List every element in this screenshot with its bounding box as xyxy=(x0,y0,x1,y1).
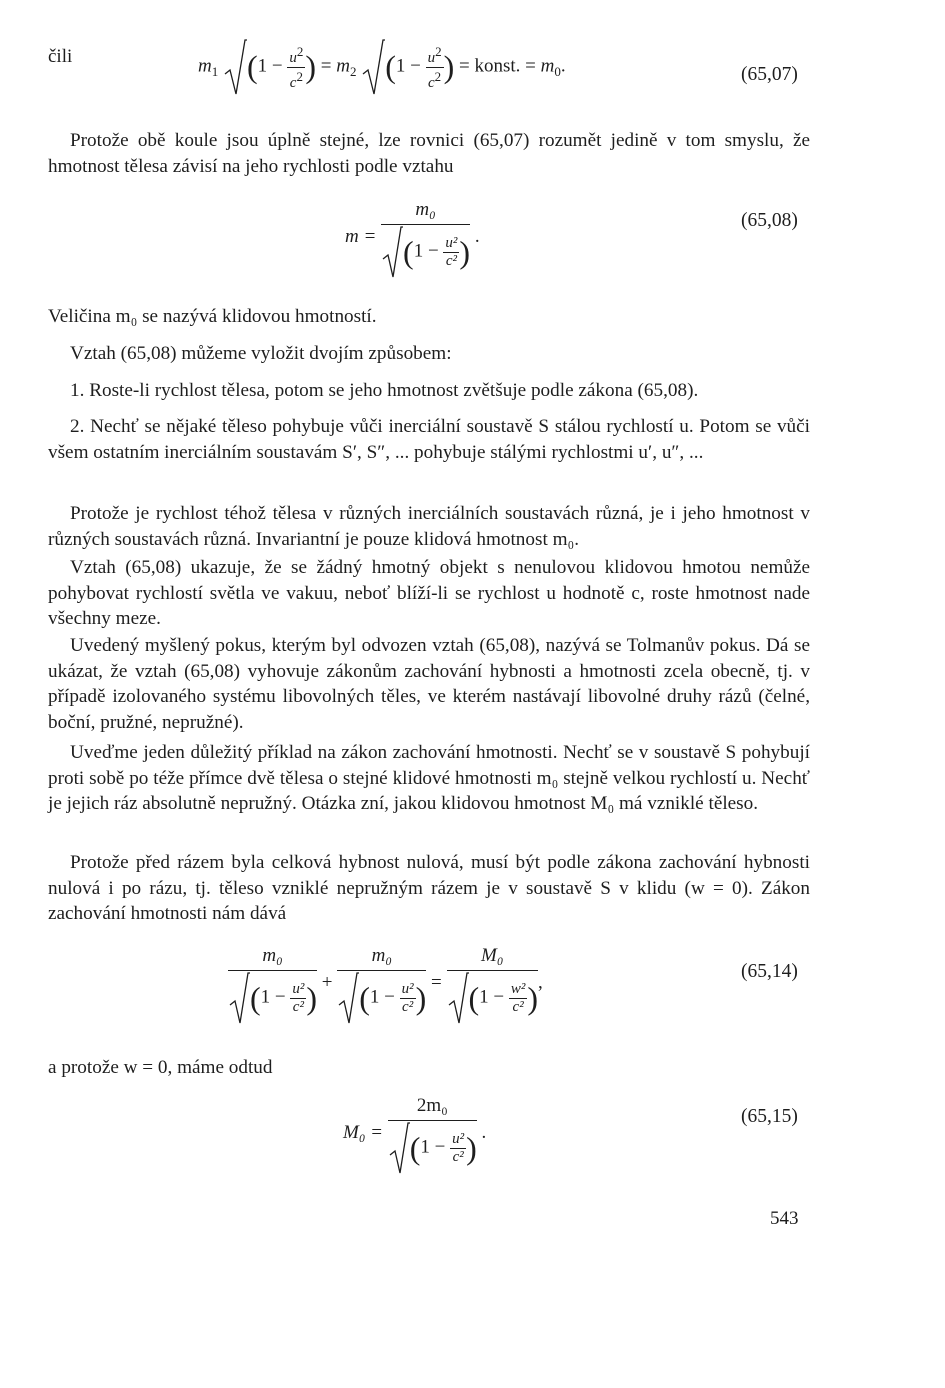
paren: ( xyxy=(468,980,480,1016)
fraction-denominator xyxy=(228,971,317,1025)
equation-65-07 xyxy=(198,38,566,96)
eq-one: 1 − xyxy=(260,986,286,1008)
paragraph: Veličina m₀ se nazývá klidovou hmotností. xyxy=(48,306,377,327)
fraction xyxy=(509,981,528,1016)
paren: ) xyxy=(415,980,427,1016)
eq-symbol: u² xyxy=(452,1130,465,1147)
fraction xyxy=(228,942,317,1025)
fraction xyxy=(381,196,470,279)
eq-symbol: u² xyxy=(445,234,458,251)
eq-subscript: 2 xyxy=(349,64,357,80)
paragraph: Uveďme jeden důležitý příklad na zákon zachování hmotnosti. Nechť se v soustavě S pohybují proti sobě po téže přímce dvě tělesa o stejné klidové hmotnosti m₀ stejně velkou rychlostí u. Nechť je jejich ráz absolutně nepružný. Otázka zní, jakou klidovou hmotnost M₀ má vzniklé těleso. xyxy=(48,742,810,814)
eq-symbol: c xyxy=(289,74,297,91)
fraction xyxy=(426,43,444,92)
fraction xyxy=(400,981,416,1016)
paragraph: Uvedený myšlený pokus, kterým byl odvozen vztah (65,08), nazývá se Tolmanův pokus. Dá se ukázat, že vztah (65,08) vyhovuje zákonům zachování hybnosti a hmotnosti zcela obecně, tj. v případě izolovaného systému libovolných těles, ve kterém nastávají libovolné druhy rázů (čelné, boční, pružné, nepružné). xyxy=(48,635,810,733)
paren: ( xyxy=(250,980,261,1016)
eq-konst: = konst. = xyxy=(459,55,536,77)
eq-symbol: u² xyxy=(401,980,414,997)
fraction-numerator: M₀ xyxy=(447,942,539,971)
eq-plus: + xyxy=(321,971,333,993)
eq-minus: − xyxy=(271,55,283,77)
fraction-denominator xyxy=(337,971,426,1025)
eq-equals: = xyxy=(431,971,442,993)
equation-number: (65,07) xyxy=(741,64,798,85)
fraction xyxy=(337,942,426,1025)
paragraph: Protože obě koule jsou úplně stejné, lze rovnici (65,07) rozumět jedině v tom smyslu, že hmotnost tělesa závisí na jeho rychlosti podle vztahu xyxy=(48,130,810,177)
fraction-numerator: m₀ xyxy=(337,942,426,971)
paragraph: Protože před rázem byla celková hybnost nulová, musí být podle zákona zachování hybnosti nulová i po rázu, tj. těleso vzniklé nepružným rázem je v soustavě S v klidu (w = 0). Zákon zachování hmotnosti nám dává xyxy=(48,852,810,924)
sqrt-sign-icon xyxy=(361,38,385,96)
eq-symbol: c² xyxy=(402,998,414,1015)
paragraph: Vztah (65,08) můžeme vyložit dvojím způsobem: xyxy=(70,343,452,364)
eq-lhs: m = xyxy=(345,225,377,247)
sqrt-sign-icon xyxy=(337,971,359,1025)
eq-symbol: m xyxy=(198,55,212,77)
equation-number: (65,08) xyxy=(741,210,798,231)
paragraph: Vztah (65,08) ukazuje, že se žádný hmotný objekt s nenulovou klidovou hmotou nemůže pohybovat rychlostí světla ve vakuu, neboť blíží-li se rychlost u hodnotě c, roste hmotnost nade všechny meze. xyxy=(48,557,810,629)
fraction xyxy=(290,981,306,1016)
eq-end: . xyxy=(481,1121,487,1143)
eq-symbol: w² xyxy=(510,980,526,997)
eq-symbol: c² xyxy=(445,252,457,269)
equation-number: (65,15) xyxy=(741,1106,798,1127)
paren: ( xyxy=(403,234,414,270)
eq-end: . xyxy=(560,55,566,77)
fraction xyxy=(450,1131,466,1166)
intro-word: čili xyxy=(48,46,73,67)
sqrt-sign-icon xyxy=(228,971,250,1025)
fraction xyxy=(447,942,539,1025)
eq-superscript: 2 xyxy=(434,68,442,84)
eq-minus: − xyxy=(410,55,421,77)
paren: ( xyxy=(385,48,396,85)
sqrt-sign-icon xyxy=(447,971,469,1025)
list-item: 1. Roste-li rychlost tělesa, potom se jeho hmotnost zvětšuje podle zákona (65,08). xyxy=(70,380,699,401)
eq-one: 1 − xyxy=(413,240,439,262)
fraction-denominator xyxy=(381,225,470,279)
paren: ) xyxy=(466,1130,477,1166)
eq-symbol: c² xyxy=(292,998,304,1015)
eq-symbol: c² xyxy=(512,998,524,1015)
paren: ) xyxy=(305,48,317,85)
eq-symbol: u xyxy=(289,49,297,66)
eq-equals: = xyxy=(320,55,332,77)
eq-one: 1 − xyxy=(369,986,395,1008)
equation-65-08 xyxy=(345,196,480,279)
paren: ) xyxy=(443,48,455,85)
eq-symbol: m xyxy=(336,55,350,77)
list-item: 2. Nechť se nějaké těleso pohybuje vůči inerciální soustavě S stálou rychlostí u. Potom se vůči všem ostatním inerciálním soustavám S′, S″, ... pohybuje stálými rychlostmi u′, u″, ... xyxy=(48,416,810,463)
fraction-numerator: 2m₀ xyxy=(388,1092,477,1121)
fraction-denominator xyxy=(447,971,539,1025)
paragraph: a protože w = 0, máme odtud xyxy=(48,1057,273,1078)
eq-superscript: 2 xyxy=(296,43,304,59)
eq-end: , xyxy=(538,971,543,993)
eq-one: 1 xyxy=(395,55,406,77)
eq-symbol: u xyxy=(427,49,436,66)
fraction xyxy=(388,1092,477,1175)
eq-symbol: u² xyxy=(292,980,305,997)
paren: ( xyxy=(359,980,370,1016)
fraction-denominator xyxy=(388,1121,477,1175)
eq-one: 1 xyxy=(257,55,268,77)
page-number: 543 xyxy=(770,1208,799,1229)
sqrt-sign-icon xyxy=(381,225,403,279)
eq-superscript: 2 xyxy=(435,43,442,59)
paren: ( xyxy=(246,48,258,85)
equation-65-15 xyxy=(343,1092,486,1175)
fraction xyxy=(287,43,305,92)
eq-symbol: c xyxy=(428,74,435,91)
eq-lhs: M₀ = xyxy=(343,1121,384,1143)
fraction-numerator: m₀ xyxy=(228,942,317,971)
eq-subscript: 1 xyxy=(211,64,219,80)
sqrt-sign-icon xyxy=(223,38,247,96)
equation-65-14 xyxy=(228,942,543,1025)
equation-number: (65,14) xyxy=(741,961,798,982)
paren: ) xyxy=(306,980,318,1016)
fraction-numerator: m₀ xyxy=(381,196,470,225)
paren: ) xyxy=(527,980,539,1016)
eq-end: . xyxy=(474,225,480,247)
eq-symbol: m xyxy=(540,55,555,77)
eq-symbol: c² xyxy=(452,1148,464,1165)
eq-superscript: 2 xyxy=(296,68,303,84)
eq-one: 1 − xyxy=(479,986,505,1008)
eq-one: 1 − xyxy=(420,1136,446,1158)
paren: ) xyxy=(459,234,471,270)
eq-subscript: 0 xyxy=(554,64,561,80)
paren: ( xyxy=(409,1130,421,1166)
fraction xyxy=(443,235,459,270)
paragraph: Protože je rychlost téhož tělesa v různých inerciálních soustavách různá, je i jeho hmotnost v různých soustavách různá. Invariantní je pouze klidová hmotnost m₀. xyxy=(48,503,810,550)
sqrt-sign-icon xyxy=(388,1121,410,1175)
